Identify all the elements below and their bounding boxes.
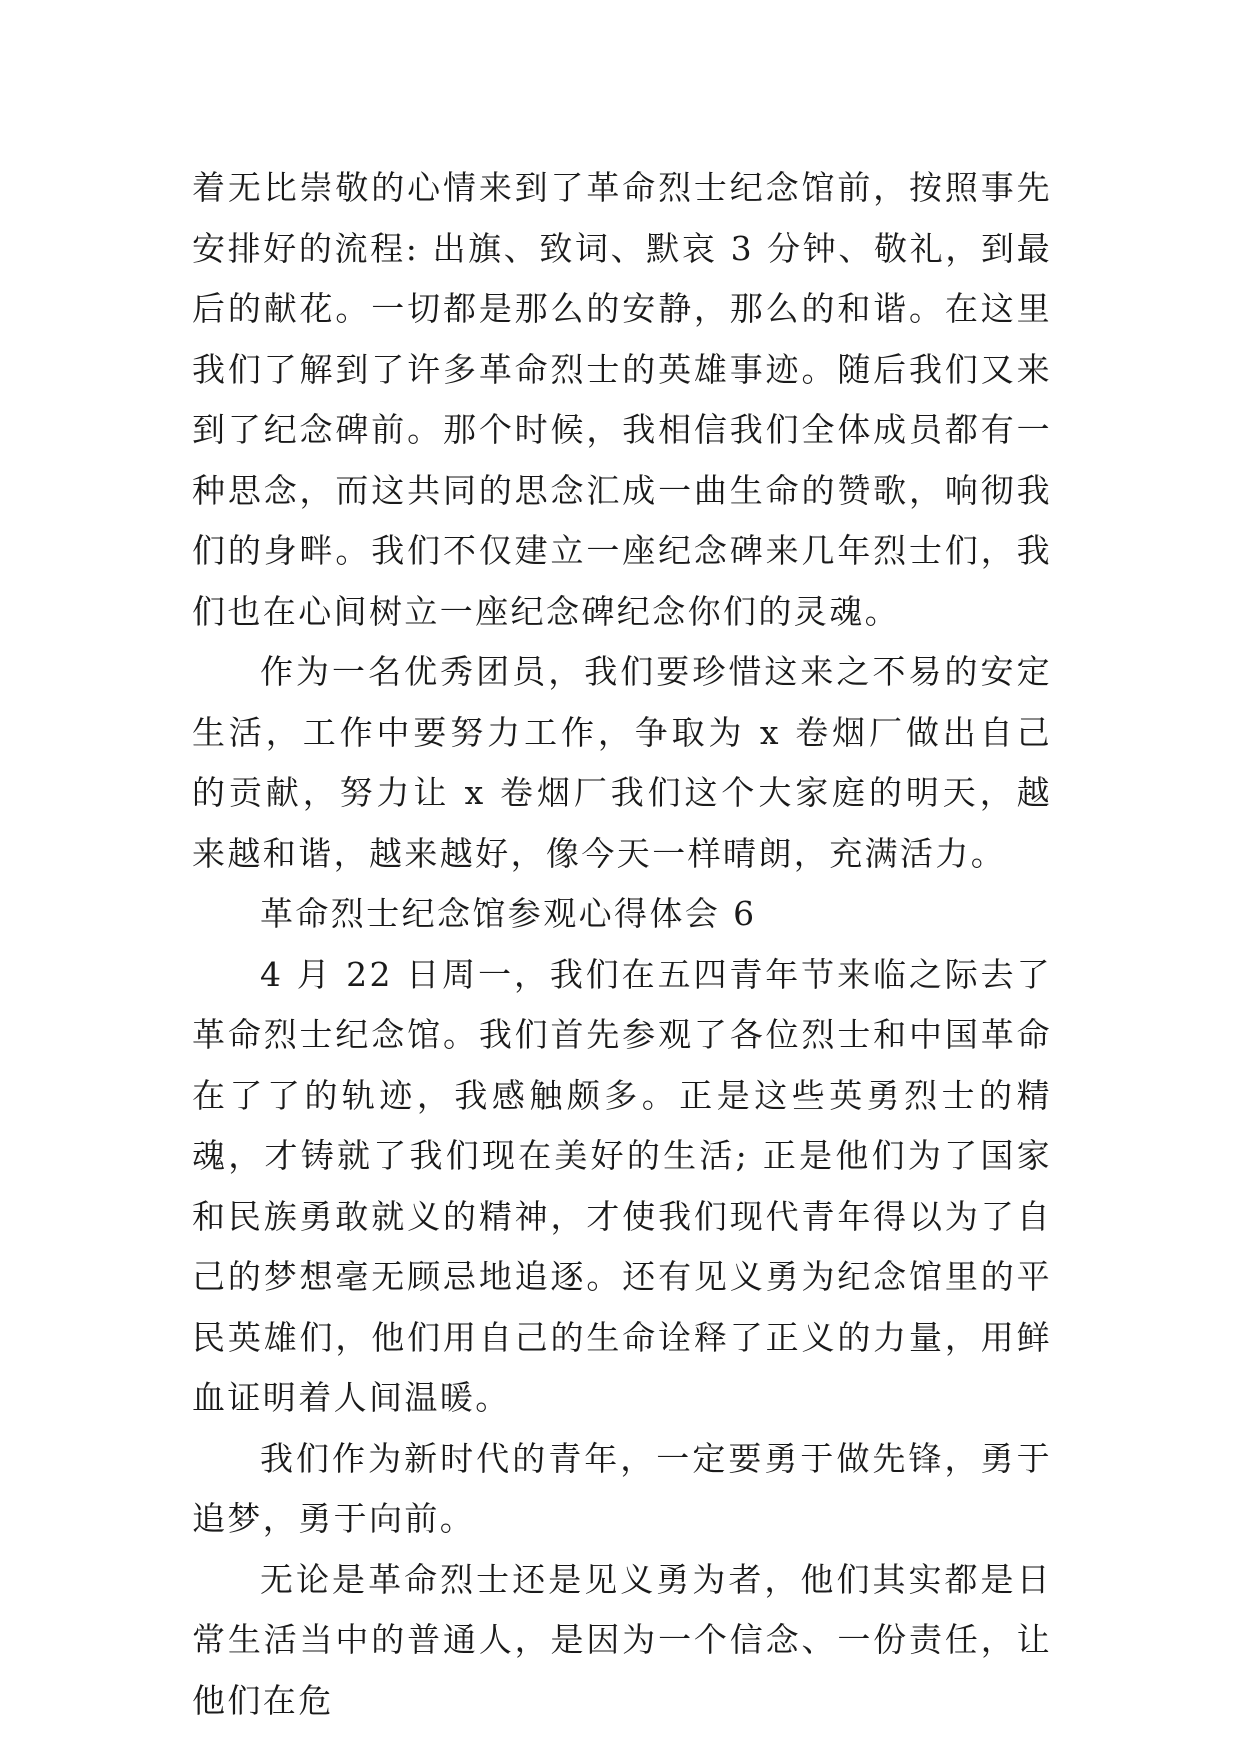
paragraph-5: 无论是革命烈士还是见义勇为者，他们其实都是日常生活当中的普通人，是因为一个信念、一份责任，让他们在危: [192, 1559, 1052, 1720]
paragraph-1: 着无比崇敬的心情来到了革命烈士纪念馆前，按照事先安排好的流程: 出旗、致词、默哀 3 分钟、敬礼，到最后的献花。一切都是那么的安静，那么的和谐。在这里我们了解到了许多革命烈士的英雄事迹。随后我们又来到了纪念碑前。那个时候，我相信我们全体成员都有一种思念，而这共同的思念汇成一曲生命的赞歌，响彻我们的身畔。我们不仅建立一座纪念碑来几年烈士们，我们也在心间树立一座纪念碑纪念你们的灵魂。: [192, 168, 1052, 631]
paragraph-4: 我们作为新时代的青年，一定要勇于做先锋，勇于追梦，勇于向前。: [192, 1438, 1052, 1538]
paragraph-2: 作为一名优秀团员，我们要珍惜这来之不易的安定生活，工作中要努力工作，争取为 x 卷烟厂做出自己的贡献，努力让 x 卷烟厂我们这个大家庭的明天，越来越和谐，越来越好，像今天一样晴朗，充满活力。: [192, 652, 1052, 873]
paragraph-3: 4 月 22 日周一，我们在五四青年节来临之际去了革命烈士纪念馆。我们首先参观了各位烈士和中国革命在了了的轨迹，我感触颇多。正是这些英勇烈士的精魂，才铸就了我们现在美好的生活; 正是他们为了国家和民族勇敢就义的精神，才使我们现代青年得以为了自己的梦想毫无顾忌地追逐。还有见义勇为纪念馆里的平民英雄们，他们用自己的生命诠释了正义的力量，用鲜血证明着人间温暖。: [192, 954, 1052, 1417]
section-heading: 革命烈士纪念馆参观心得体会 6: [260, 894, 757, 933]
body-text: [192, 158, 1052, 1731]
